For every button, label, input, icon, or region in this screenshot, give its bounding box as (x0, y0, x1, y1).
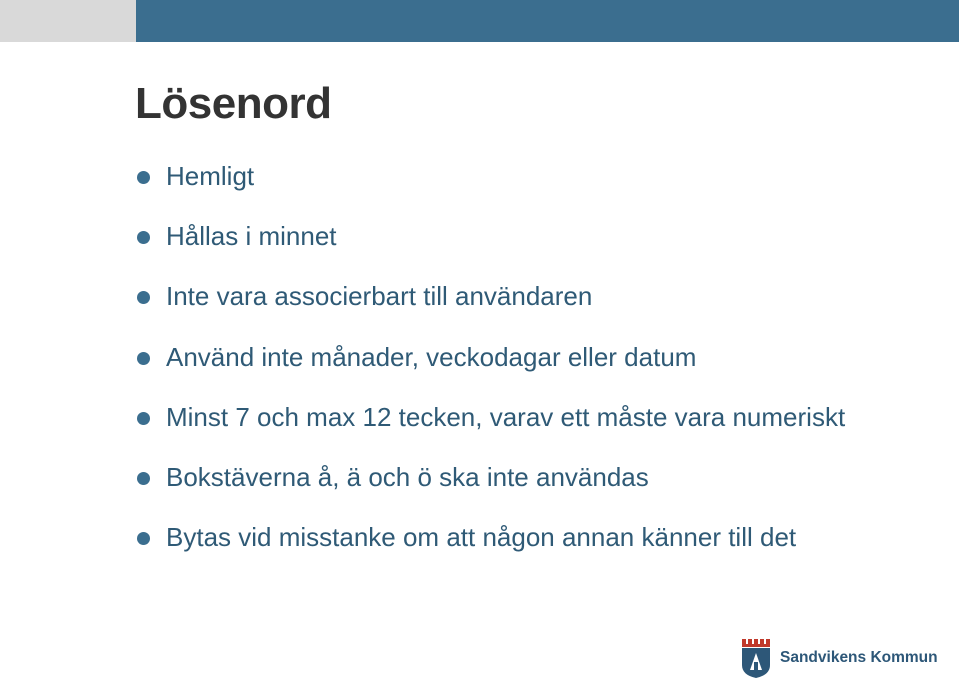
bullet-dot-icon (137, 412, 150, 425)
slide-title: Lösenord (135, 79, 332, 128)
bullet-text: Använd inte månader, veckodagar eller datum (166, 341, 697, 372)
bullet-dot-icon (137, 171, 150, 184)
bullet-list (137, 158, 845, 579)
bullet-item (137, 399, 845, 459)
municipal-crest-icon (741, 637, 773, 679)
bullet-item (137, 158, 845, 218)
bullet-item (137, 339, 845, 399)
bullet-text: Bytas vid misstanke om att någon annan känner till det (166, 522, 797, 553)
bullet-dot-icon (137, 231, 150, 244)
bullet-item (137, 278, 845, 338)
logo-text: Sandvikens Kommun (780, 649, 938, 666)
bullet-item (137, 218, 845, 278)
bullet-dot-icon (137, 352, 150, 365)
sandvikens-kommun-logo (741, 636, 938, 680)
header-bar-blue (136, 0, 959, 42)
bullet-item (137, 459, 845, 519)
bullet-text: Bokstäverna å, ä och ö ska inte användas (166, 461, 649, 492)
bullet-dot-icon (137, 532, 150, 545)
bullet-item (137, 519, 845, 579)
bullet-text: Minst 7 och max 12 tecken, varav ett måste vara numeriskt (166, 401, 846, 432)
header-bar-gray (0, 0, 136, 42)
bullet-dot-icon (137, 291, 150, 304)
bullet-text: Hållas i minnet (166, 221, 337, 252)
bullet-text: Inte vara associerbart till användaren (166, 281, 593, 312)
bullet-dot-icon (137, 472, 150, 485)
bullet-text: Hemligt (166, 161, 255, 191)
